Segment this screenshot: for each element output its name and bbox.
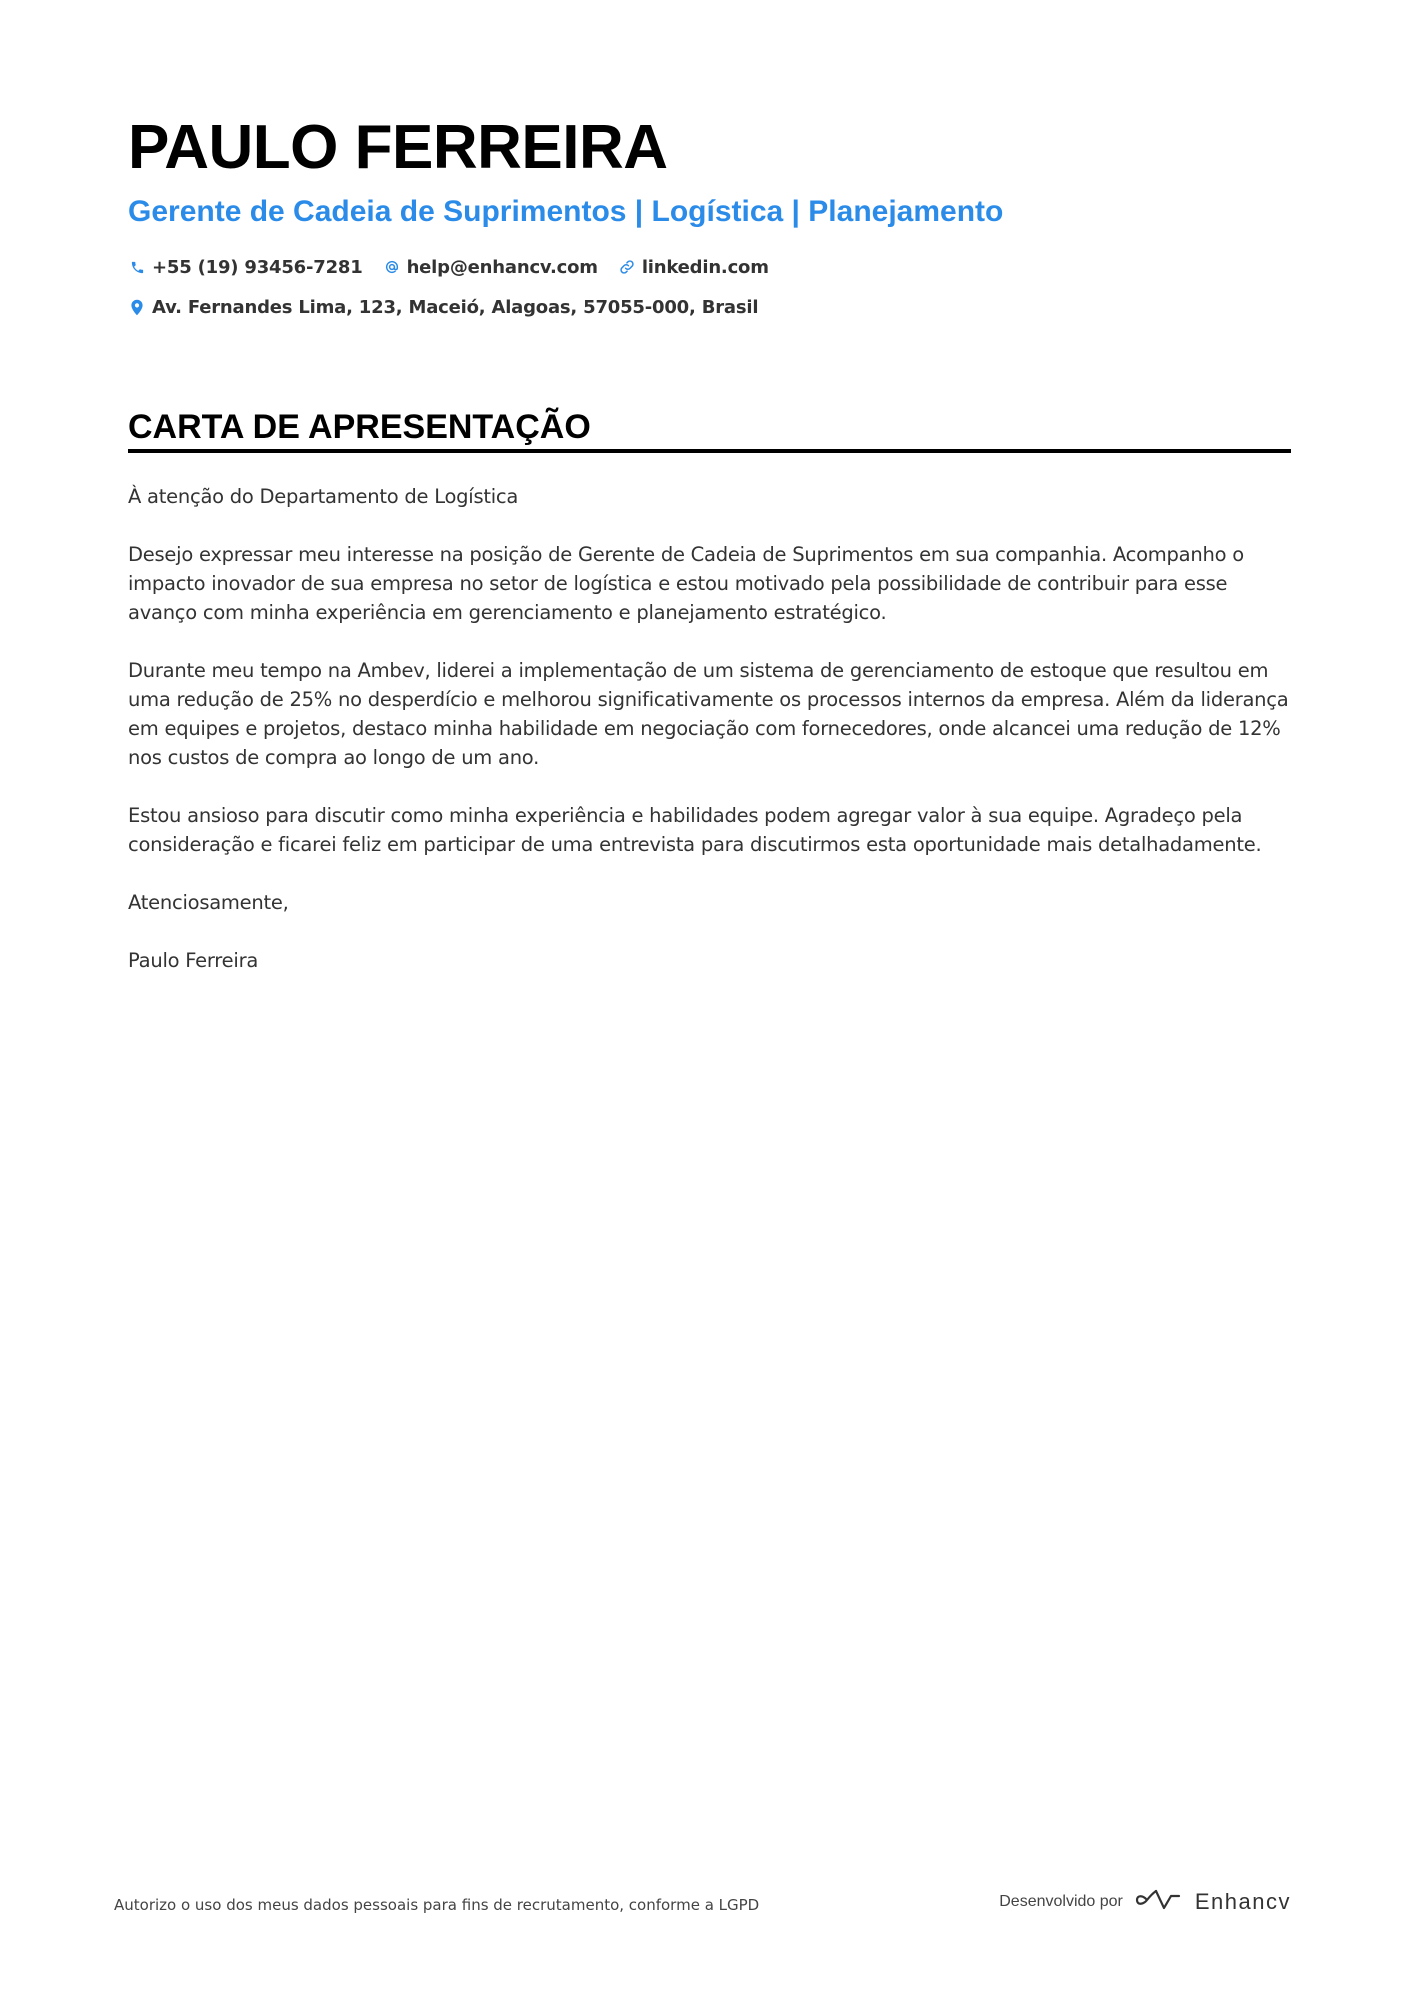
link-icon: [618, 258, 636, 276]
section-divider: [128, 449, 1291, 453]
at-icon: [383, 258, 401, 276]
letter-paragraph: Desejo expressar meu interesse na posição de Gerente de Cadeia de Suprimentos em sua companhia. Acompanho o impacto inovador de sua empresa no setor de logística e estou motivado pela possibilidade de contribuir para esse avanço com minha experiência em gerenciamento e planejamento estratégico.: [128, 543, 1244, 624]
letter-greeting: À atenção do Departamento de Logística: [128, 485, 519, 508]
letter-signature: Paulo Ferreira: [128, 949, 259, 972]
candidate-headline: Gerente de Cadeia de Suprimentos | Logística | Planejamento: [128, 195, 1004, 228]
contact-phone[interactable]: [128, 257, 363, 278]
footer-brand[interactable]: [999, 1888, 1291, 1916]
address-text: Av. Fernandes Lima, 123, Maceió, Alagoas, 57055-000, Brasil: [152, 296, 759, 318]
letter-body: [128, 482, 1291, 1004]
phone-icon: [128, 258, 146, 276]
map-pin-icon: [128, 298, 146, 316]
candidate-name: PAULO FERREIRA: [128, 113, 668, 182]
letter-paragraph: Durante meu tempo na Ambev, liderei a implementação de um sistema de gerenciamento de estoque que resultou em uma redução de 25% no desperdício e melhorou significativamente os processos internos da empresa. Além da liderança em equipes e projetos, destaco minha habilidade em negociação com fornecedores, onde alcancei uma redução de 12% nos custos de compra ao longo de um ano.: [128, 659, 1289, 769]
section-title: CARTA DE APRESENTAÇÃO: [128, 408, 591, 446]
brand-name: Enhancv: [1194, 1889, 1291, 1914]
phone-text: +55 (19) 93456-7281: [152, 256, 363, 278]
letter-closing: Atenciosamente,: [128, 891, 289, 914]
contact-linkedin[interactable]: [618, 257, 769, 278]
contact-email[interactable]: [383, 257, 598, 278]
footer-consent: Autorizo o uso dos meus dados pessoais para fins de recrutamento, conforme a LGPD: [114, 1896, 760, 1914]
powered-by-label: Desenvolvido por: [999, 1893, 1123, 1910]
letter-paragraph: Estou ansioso para discutir como minha experiência e habilidades podem agregar valor à sua equipe. Agradeço pela consideração e ficarei feliz em participar de uma entrevista para discutirmos esta oportunidade mais detalhadamente.: [128, 804, 1262, 856]
email-text: help@enhancv.com: [406, 256, 598, 278]
contact-address: [128, 297, 758, 318]
contact-row-address: [128, 292, 758, 322]
linkedin-text: linkedin.com: [641, 256, 769, 278]
enhancv-logo-icon: [1135, 1888, 1181, 1916]
contact-row-primary: [128, 252, 769, 282]
enhancv-logo: [1135, 1888, 1291, 1916]
